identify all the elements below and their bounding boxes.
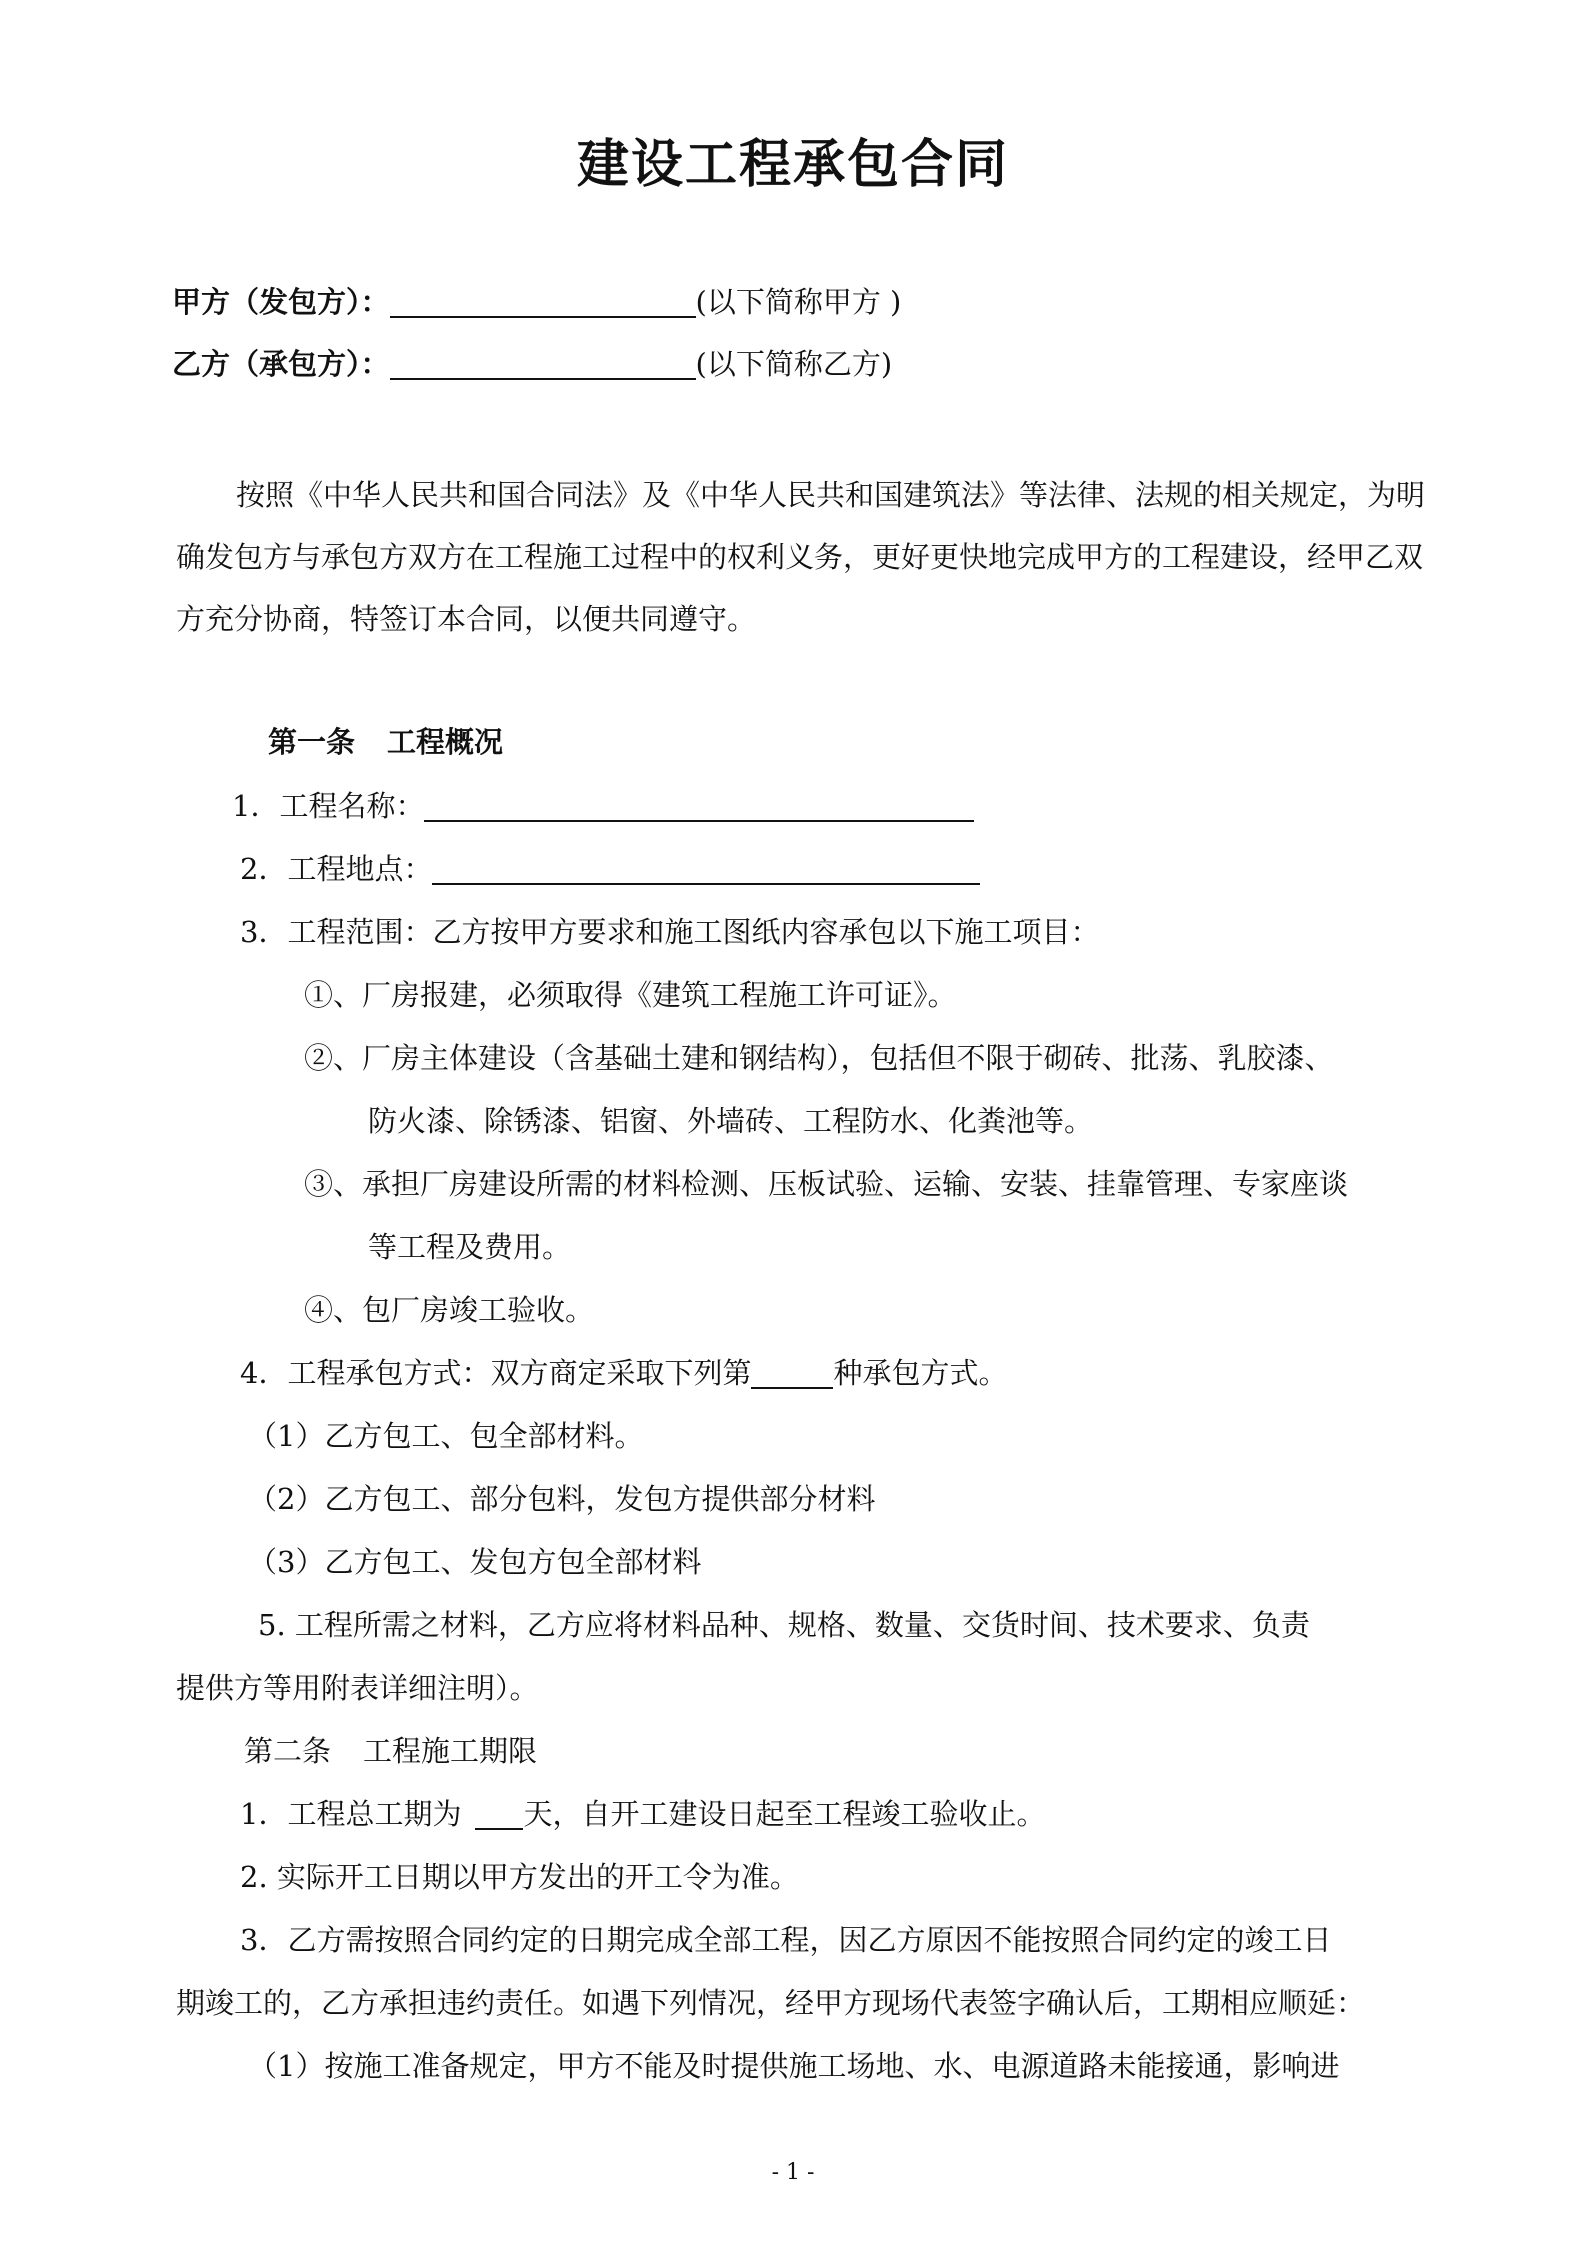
scope-item1: ①、厂房报建，必须取得《建筑工程施工许可证》。 xyxy=(304,978,957,1012)
duration-label: 1．工程总工期为 xyxy=(240,1797,462,1831)
scope-item2-line2: 防火漆、除锈漆、铝窗、外墙砖、工程防水、化粪池等。 xyxy=(368,1104,1094,1138)
article1-item5-line2: 提供方等用附表详细注明）。 xyxy=(176,1671,539,1705)
scope-item4: ④、包厂房竣工验收。 xyxy=(304,1293,595,1327)
project-location-blank[interactable] xyxy=(432,853,980,885)
duration-blank[interactable] xyxy=(475,1798,523,1830)
duration-suffix: 天，自开工建设日起至工程竣工验收止。 xyxy=(523,1797,1046,1831)
article2-title: 工程施工期限 xyxy=(363,1734,538,1768)
article2-item3-line2: 期竣工的，乙方承担违约责任。如遇下列情况，经甲方现场代表签字确认后，工期相应顺延： xyxy=(176,1986,1366,2020)
document-title: 建设工程承包合同 xyxy=(576,135,1009,195)
party-a-label: 甲方（发包方）： xyxy=(172,285,390,319)
party-b-blank[interactable] xyxy=(390,348,696,380)
article2-item3-line1: 3．乙方需按照合同约定的日期完成全部工程，因乙方原因不能按照合同约定的竣工日 xyxy=(240,1923,1332,1957)
scope-item3-line1: ③、承担厂房建设所需的材料检测、压板试验、运输、安装、挂靠管理、专家座谈 xyxy=(304,1167,1349,1201)
mode-option2: （2）乙方包工、部分包料，发包方提供部分材料 xyxy=(248,1482,876,1516)
article1-item4 xyxy=(240,1353,1007,1393)
contract-mode-label: 4．工程承包方式：双方商定采取下列第 xyxy=(240,1356,752,1390)
contract-mode-suffix: 种承包方式。 xyxy=(833,1356,1008,1390)
article2-item1 xyxy=(240,1794,1045,1834)
mode-option3: （3）乙方包工、发包方包全部材料 xyxy=(248,1545,702,1579)
article1-item5-line1: 5. 工程所需之材料，乙方应将材料品种、规格、数量、交货时间、技术要求、负责 xyxy=(258,1608,1310,1642)
article1-heading xyxy=(268,722,503,762)
article1-item2 xyxy=(240,849,980,889)
project-name-label: 1．工程名称： xyxy=(232,789,425,823)
article2-number: 第二条 xyxy=(244,1734,332,1768)
party-b-line xyxy=(172,344,892,384)
article2-item3-sub1: （1）按施工准备规定，甲方不能及时提供施工场地、水、电源道路未能接通，影响进 xyxy=(248,2049,1340,2083)
party-b-note: (以下简称乙方) xyxy=(695,347,893,381)
party-b-label: 乙方（承包方）： xyxy=(172,347,390,381)
article1-title: 工程概况 xyxy=(387,725,504,759)
party-a-note: (以下简称甲方 ) xyxy=(695,285,902,319)
article1-number: 第一条 xyxy=(268,725,356,759)
article2-heading xyxy=(244,1731,537,1771)
page-number: - 1 - xyxy=(771,2160,815,2185)
project-location-label: 2．工程地点： xyxy=(240,852,433,886)
mode-option1: （1）乙方包工、包全部材料。 xyxy=(248,1419,644,1453)
preamble-paragraph: 按照《中华人民共和国合同法》及《中华人民共和国建筑法》等法律、法规的相关规定，为明确发包方与承包方双方在工程施工过程中的权利义务，更好更快地完成甲方的工程建设，经甲乙双方充分协商，特签订本合同，以便共同遵守。 xyxy=(176,478,1426,636)
contract-mode-blank[interactable] xyxy=(751,1357,833,1389)
party-a-blank[interactable] xyxy=(390,286,696,318)
scope-item2-line1: ②、厂房主体建设（含基础土建和钢结构），包括但不限于砌砖、批荡、乳胶漆、 xyxy=(304,1041,1334,1075)
scope-item3-line2: 等工程及费用。 xyxy=(368,1230,572,1264)
project-name-blank[interactable] xyxy=(424,790,974,822)
article1-item3: 3．工程范围：乙方按甲方要求和施工图纸内容承包以下施工项目： xyxy=(240,915,1100,949)
article2-item2: 2. 实际开工日期以甲方发出的开工令为准。 xyxy=(240,1860,799,1894)
article1-item1 xyxy=(232,786,974,826)
party-a-line xyxy=(172,282,901,322)
